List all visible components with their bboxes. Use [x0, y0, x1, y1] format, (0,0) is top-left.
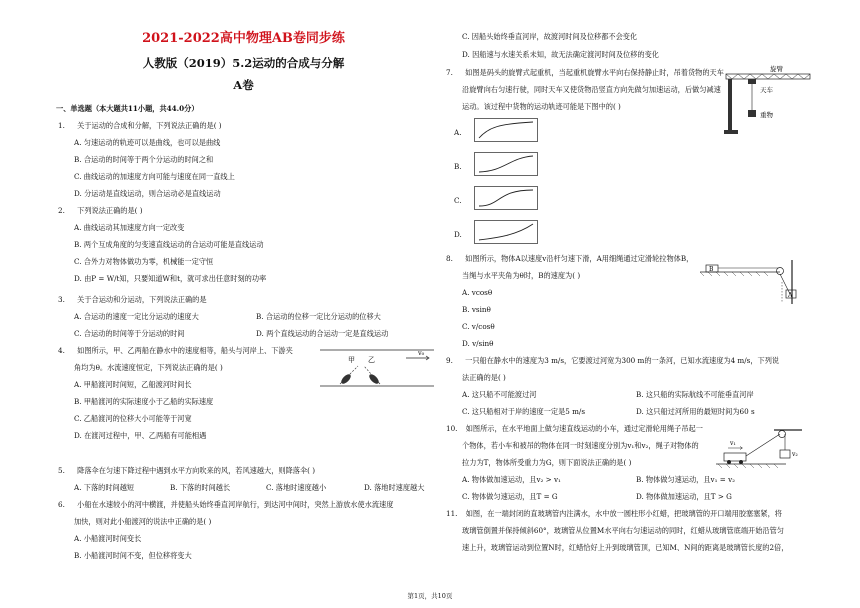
rope-to-pulley — [746, 434, 780, 456]
option-7c-label[interactable]: C. — [454, 196, 462, 205]
option-7c-curve[interactable] — [474, 186, 538, 210]
option-2b[interactable]: B. 两个互成角度的匀变速直线运动的合运动可能是直线运动 — [74, 240, 264, 249]
question-9-stem-cont: 法正确的是( ) — [462, 373, 506, 382]
question-3 — [58, 295, 207, 305]
question-8 — [446, 254, 693, 264]
question-number: 10. — [446, 424, 458, 433]
question-stem: 如图是码头的旋臂式起重机，当起重机旋臂水平向右保持静止时，吊着货物的天车 — [465, 68, 724, 77]
option-5a[interactable]: A. 下落的时间越短 — [74, 483, 135, 492]
option-8c[interactable]: C. v/cosθ — [462, 322, 495, 331]
option-6d[interactable]: D. 因船速与水速关系未知，故无法确定渡河时间及位移的变化 — [462, 50, 659, 59]
option-1a[interactable]: A. 匀速运动的轨迹可以是曲线，也可以是曲线 — [74, 138, 221, 147]
option-2c[interactable]: C. 合外力对物体做功为零，机械能一定守恒 — [74, 257, 214, 266]
option-2d[interactable]: D. 由P = W/t知，只要知道W和t，就可求出任意时刻的功率 — [74, 274, 267, 283]
option-9c[interactable]: C. 这只船相对于岸的速度一定是5 m/s — [462, 407, 586, 416]
option-1c[interactable]: C. 曲线运动的加速度方向可能与速度在同一直线上 — [74, 172, 235, 181]
car-body — [724, 453, 746, 461]
option-6c[interactable]: C. 因船头始终垂直河岸，故渡河时间及位移都不会变化 — [462, 32, 638, 41]
boat-yi — [368, 373, 381, 386]
question-4 — [58, 346, 293, 356]
question-stem: 如图，在一端封闭的直玻璃管内注满水，水中放一圆柱形小红蜡，把玻璃管的开口端用胶塞塞紧，将 — [465, 509, 782, 518]
option-9a[interactable]: A. 这只船不可能渡过河 — [462, 390, 537, 399]
question-number: 9. — [446, 356, 453, 365]
exam-volume: A卷 — [233, 78, 254, 92]
option-6b[interactable]: B. 小船渡河时间不变，但位移将变大 — [74, 551, 192, 560]
question-11 — [446, 509, 782, 519]
question-number: 8. — [446, 254, 453, 263]
question-number: 3. — [58, 295, 65, 304]
car-pulley-figure — [714, 424, 806, 470]
option-3d[interactable]: D. 两个直线运动的合运动一定是直线运动 — [256, 329, 389, 338]
crane-trolley — [748, 79, 756, 84]
label-b: B — [709, 266, 714, 273]
question-2 — [58, 206, 143, 216]
option-5b[interactable]: B. 下落的时间越长 — [170, 483, 231, 492]
option-10b[interactable]: B. 物体做匀速运动，且v₁ = v₂ — [636, 475, 736, 484]
car-wheel-front — [739, 460, 743, 464]
option-4b[interactable]: B. 甲船渡河的实际速度小于乙船的实际速度 — [74, 397, 214, 406]
option-7b-curve[interactable] — [474, 152, 538, 176]
ground-hatch — [718, 464, 778, 468]
option-7a-curve[interactable] — [474, 118, 538, 142]
question-stem: 下列说法正确的是( ) — [77, 206, 143, 215]
section-heading: 一、单选题（本大题共11小题，共44.0分） — [56, 104, 199, 113]
page-footer: 第1页，共10页 — [407, 592, 453, 600]
question-5 — [58, 466, 315, 476]
option-4a[interactable]: A. 甲船渡河时间短，乙船渡河时间长 — [74, 380, 192, 389]
boat-jia — [340, 373, 353, 386]
option-7d-label[interactable]: D. — [454, 230, 462, 239]
label-cargo: 重物 — [760, 111, 773, 119]
question-stem: 关于运动的合成和分解，下列说法正确的是( ) — [77, 121, 222, 130]
label-jia: 甲 — [348, 356, 355, 364]
option-3c[interactable]: C. 合运动的时间等于分运动的时间 — [74, 329, 185, 338]
question-number: 1. — [58, 121, 65, 130]
option-7b-label[interactable]: B. — [454, 162, 462, 171]
rope-diagonal — [780, 274, 790, 294]
crane-truss — [726, 74, 810, 79]
question-10-stem-cont: 个物体，若小车和被吊的物体在同一时刻速度分别为v₁和v₂，绳子对物体的 — [462, 441, 699, 450]
option-6a[interactable]: A. 小船渡河时间变长 — [74, 534, 142, 543]
question-stem: 小船在水速较小的河中横渡，并使船头始终垂直河岸航行，到达河中间时，突然上游放水使水流速度 — [77, 500, 394, 509]
crane-cargo — [748, 110, 756, 117]
option-10c[interactable]: C. 物体做匀速运动，且T = G — [462, 492, 558, 501]
label-trolley: 天车 — [760, 86, 773, 94]
option-8b[interactable]: B. vsinθ — [462, 305, 491, 314]
question-stem: 降落伞在匀速下降过程中遇到水平方向吹来的风，若风速越大，则降落伞( ) — [77, 466, 316, 475]
label-yi: 乙 — [368, 356, 375, 364]
option-2a[interactable]: A. 曲线运动其加速度方向一定改变 — [74, 223, 185, 232]
question-7-stem-cont2: 运动。该过程中货物的运动轨迹可能是下图中的( ) — [462, 102, 621, 111]
option-9d[interactable]: D. 这只船过河所用的最短时间为60 s — [636, 407, 755, 416]
question-number: 2. — [58, 206, 65, 215]
question-number: 7. — [446, 68, 453, 77]
question-9 — [446, 356, 779, 366]
label-a: A — [788, 292, 793, 299]
option-9b[interactable]: B. 这只船的实际航线不可能垂直河岸 — [636, 390, 754, 399]
option-10d[interactable]: D. 物体做加速运动，且T > G — [636, 492, 732, 501]
question-6-stem-cont: 加快，则对此小船渡河的说法中正确的是( ) — [74, 517, 212, 526]
pulley-block-figure — [696, 256, 804, 306]
question-number: 11. — [446, 509, 458, 518]
question-number: 5. — [58, 466, 65, 475]
crane-figure — [718, 64, 814, 136]
option-8d[interactable]: D. v/sinθ — [462, 339, 494, 348]
question-10 — [446, 424, 703, 434]
crane-base — [724, 130, 738, 134]
question-1 — [58, 121, 222, 131]
question-7-stem-cont: 沿旋臂向右匀速行驶，同时天车又使货物沿竖直方向先做匀加速运动，后做匀减速 — [462, 85, 721, 94]
car-wheel-rear — [727, 460, 731, 464]
question-6 — [58, 500, 393, 510]
option-4c[interactable]: C. 乙船渡河的位移大小可能等于河宽 — [74, 414, 192, 423]
question-7 — [446, 68, 724, 78]
question-number: 6. — [58, 500, 65, 509]
option-7d-curve[interactable] — [474, 220, 538, 244]
label-v0: v₀ — [418, 349, 425, 357]
option-5d[interactable]: D. 落地时速度越大 — [364, 483, 425, 492]
question-10-stem-cont2: 拉力为T，物体所受重力为G，则下面说法正确的是( ) — [462, 458, 632, 467]
question-stem: 如图所示，在水平地面上做匀速直线运动的小车，通过定滑轮用绳子吊起一 — [465, 424, 703, 433]
option-5c[interactable]: C. 落地时速度越小 — [266, 483, 327, 492]
question-stem: 如图所示，物体A以速度v沿杆匀速下滑，A用细绳通过定滑轮拉物体B， — [465, 254, 694, 263]
option-8a[interactable]: A. vcosθ — [462, 288, 493, 297]
question-number: 4. — [58, 346, 65, 355]
exam-subtitle: 人教版（2019）5.2运动的合成与分解 — [142, 56, 345, 70]
option-1d[interactable]: D. 分运动是直线运动，则合运动必是直线运动 — [74, 189, 221, 198]
option-3b[interactable]: B. 合运动的位移一定比分运动的位移大 — [256, 312, 381, 321]
question-11-stem-cont2: 速上升，玻璃管运动到位置N时，红蜡恰好上升到玻璃管顶，已知M、N间的距离是玻璃管长度的2倍， — [462, 543, 789, 552]
option-10a[interactable]: A. 物体做加速运动，且v₂ > v₁ — [462, 475, 561, 484]
question-stem: 如图所示，甲、乙两船在静水中的速度相等，船头与河岸上、下游夹 — [77, 346, 293, 355]
hanging-object — [780, 450, 790, 458]
question-stem: 一只船在静水中的速度为3 m/s，它要渡过河宽为300 m的一条河，已知水流速度为4 m/s，下列说 — [465, 356, 780, 365]
question-11-stem-cont: 玻璃管倒置并保持倾斜60°，玻璃管从位置M水平向右匀速运动的同时，红蜡从玻璃管底端开始沿管匀 — [462, 526, 784, 535]
option-4d[interactable]: D. 在渡河过程中，甲、乙两船有可能相遇 — [74, 431, 207, 440]
label-arm: 旋臂 — [770, 65, 783, 73]
label-v2: v₂ — [792, 451, 798, 458]
option-3a[interactable]: A. 合运动的速度一定比分运动的速度大 — [74, 312, 199, 321]
pulley — [777, 268, 784, 275]
option-7a-label[interactable]: A. — [454, 128, 462, 137]
question-8-stem-cont: 当绳与水平夹角为θ时，B的速度为( ) — [462, 271, 581, 280]
question-stem: 关于合运动和分运动，下列说法正确的是 — [77, 295, 207, 304]
exam-title: 2021-2022高中物理AB卷同步练 — [142, 31, 345, 46]
label-v1: v₁ — [730, 440, 736, 447]
question-4-stem-cont: 角均为θ。水流速度恒定，下列说法正确的是( ) — [74, 363, 223, 372]
river-boats-figure — [318, 344, 436, 392]
option-1b[interactable]: B. 合运动的时间等于两个分运动的时间之和 — [74, 155, 214, 164]
crane-tower — [728, 79, 732, 134]
